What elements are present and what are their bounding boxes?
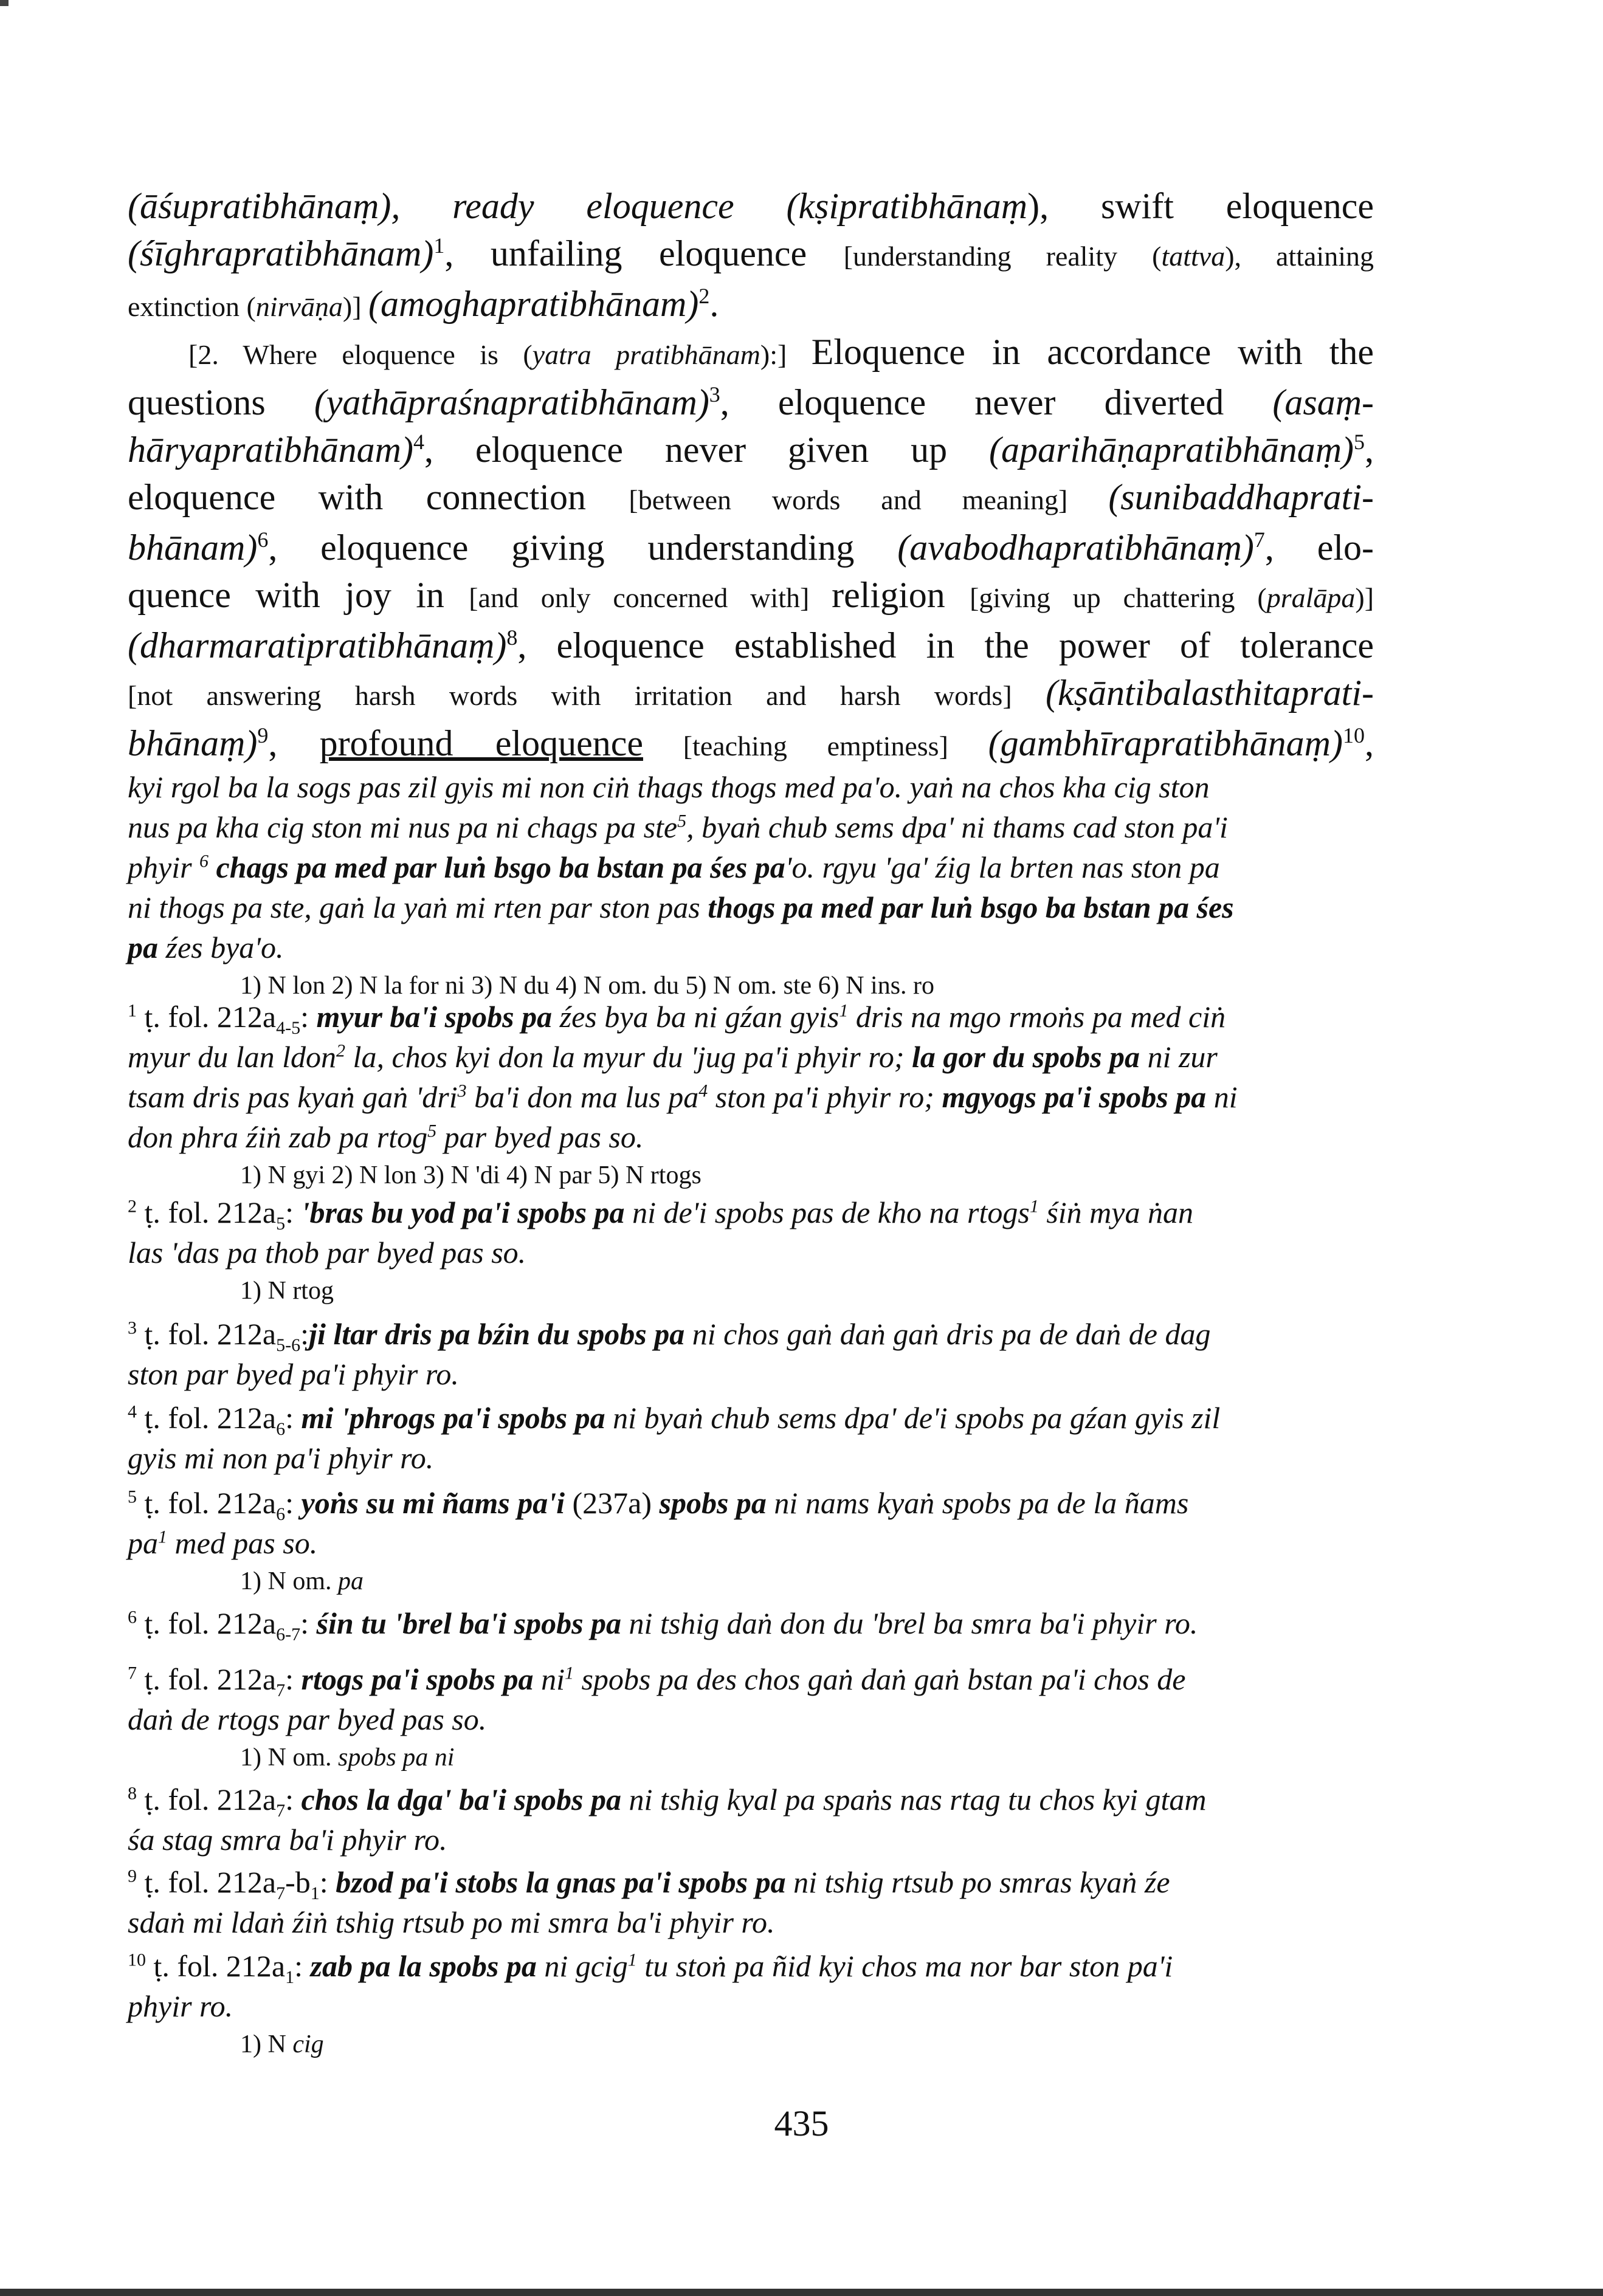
text-span: kṣipratibhānaṃ (798, 186, 1028, 226)
footnote-7 (128, 1659, 1374, 1776)
text-span: par byed pas so. (436, 1120, 644, 1154)
text-span: 1) N (240, 2030, 293, 2058)
note-line: ston par byed pa'i phyir ro. (128, 1357, 459, 1391)
variant-ref: 6 (199, 851, 209, 871)
main-line (128, 669, 1374, 720)
text-span: la, chos kyi don la myur du 'jug pa'i phyir ro; (345, 1040, 912, 1074)
main-line (128, 473, 1374, 524)
variant-ref: 2 (336, 1040, 346, 1061)
text-span: Eloquence in accordance with the (811, 332, 1374, 372)
text-span: ni gcig (536, 1949, 628, 1983)
main-paragraph-2 (128, 328, 1374, 770)
footnote-ref: 6 (257, 528, 269, 552)
text-span: , elo- (1264, 528, 1374, 568)
scan-edge (0, 2289, 1603, 2296)
variant-readings: 1) N rtog (240, 1277, 334, 1305)
footnote-number: 5 (128, 1487, 137, 1507)
note-line: las 'das pa thob par byed pas so. (128, 1236, 526, 1270)
text-span: ), attaining (1225, 241, 1374, 272)
note-line (128, 1483, 1374, 1523)
text-span: (gambhīrapratibhānaṃ) (988, 723, 1343, 763)
note-line (128, 1037, 1374, 1077)
note-line: kyi rgol ba la sogs pas zil gyis mi non ciṅ thags thogs med pa'o. yaṅ na chos kha cig ston (128, 770, 1210, 804)
footnote-ref: 1 (433, 233, 445, 258)
variant-ref: 4 (698, 1081, 708, 1101)
variant-ref: 3 (457, 1081, 467, 1101)
folio-line: 4-5 (276, 1018, 301, 1038)
text-span: [2. Where eloquence is ( (188, 339, 533, 370)
main-line (128, 328, 1374, 379)
text-span: , (1365, 723, 1374, 763)
lemma: 'bras bu yod pa'i spobs pa (301, 1195, 625, 1229)
note-line (128, 1779, 1374, 1820)
text-span: tattva (1161, 241, 1226, 272)
note-line (128, 927, 1374, 968)
text-span: pa (128, 930, 158, 964)
footnote-ref: 2 (698, 284, 710, 308)
lemma: chos la dga' ba'i spobs pa (301, 1782, 621, 1817)
text-span: )] (342, 291, 369, 322)
main-line (128, 426, 1374, 473)
note-line (128, 1603, 1374, 1643)
note-line (128, 1398, 1374, 1438)
text-span: (āśupratibhānaṃ), ready eloquence ( (128, 186, 799, 226)
text-span: dris na mgo rmoṅs pa med ciṅ (848, 1000, 1226, 1034)
tibetan-commentary-block (128, 767, 1374, 1004)
text-span: chags pa med par luṅ bsgo ba bstan pa śes pa (209, 850, 785, 884)
text-span: [giving up chattering ( (970, 582, 1267, 613)
variant-ref: 5 (677, 811, 687, 831)
text-span: questions (128, 382, 314, 422)
main-line (128, 571, 1374, 622)
variant-ref: 5 (427, 1121, 437, 1141)
text-span: [and only concerned with] (469, 582, 832, 613)
text-span: , eloquence never given up (424, 430, 989, 470)
text-span: cig (292, 2030, 324, 2058)
text-span: ni byaṅ chub sems dpa' de'i spobs pa gźan gyis zil (605, 1401, 1221, 1435)
variant-readings (128, 2026, 1374, 2063)
text-span: źes bya'o. (158, 930, 284, 964)
note-line: daṅ de rtogs par byed pas so. (128, 1702, 487, 1736)
text-span: : (300, 1000, 317, 1034)
lemma: bzod pa'i stobs la gnas pa'i spobs pa (336, 1865, 786, 1899)
note-line (128, 807, 1374, 847)
text-span: [teaching emptiness] (643, 730, 988, 761)
text-span: : (300, 1606, 317, 1640)
text-span: myur du lan ldon (128, 1040, 337, 1074)
text-span: : (319, 1865, 336, 1899)
footnote-number: 2 (128, 1196, 137, 1217)
text-span: źes bya ba ni gźan gyis (552, 1000, 839, 1034)
folio-line: 6-7 (276, 1624, 301, 1645)
text-span: ni (1206, 1080, 1238, 1114)
footnote-2 (128, 1192, 1374, 1309)
text-span: (amoghapratibhānam) (368, 284, 699, 324)
footnote-ref: 5 (1354, 430, 1365, 454)
lemma: ji ltar dris pa bźin du spobs pa (309, 1317, 685, 1351)
text-span: 'o. rgyu 'ga' źig la brten nas ston pa (785, 850, 1220, 884)
text-span: bhānam) (128, 528, 258, 568)
text-span: ni tshig rtsub po smras kyaṅ źe (785, 1865, 1170, 1899)
note-line (128, 997, 1374, 1037)
text-span: (sunibaddhaprati- (1108, 477, 1374, 517)
folio-line: 1 (285, 1967, 295, 1987)
text-span: hāryapratibhānam) (128, 430, 413, 470)
variant-ref: 1 (158, 1527, 167, 1547)
folio-ref: ṭ. fol. 212a (144, 1606, 277, 1640)
text-span: (yathāpraśnapratibhānam) (314, 382, 709, 422)
variant-readings (128, 1563, 1374, 1600)
lemma: mi 'phrogs pa'i spobs pa (301, 1401, 605, 1435)
folio-ref: ṭ. fol. 212a (144, 1401, 277, 1435)
footnote-number: 6 (128, 1607, 137, 1627)
text-span: tsam dris pas kyaṅ gaṅ 'dri (128, 1080, 458, 1114)
folio-ref: ṭ. fol. 212a (144, 1486, 277, 1520)
text-span: ni (533, 1662, 565, 1696)
footnote-number: 7 (128, 1663, 137, 1683)
text-span: -b (285, 1865, 311, 1899)
folio-ref: ṭ. fol. 212a (144, 1662, 277, 1696)
note-line (128, 1946, 1374, 1986)
folio-line: 7 (276, 1883, 286, 1903)
folio-ref: ṭ. fol. 212a (144, 1000, 277, 1034)
text-span: (dharmaratipratibhānaṃ) (128, 625, 507, 665)
lemma: spobs pa (659, 1486, 767, 1520)
text-span: : (285, 1782, 302, 1817)
lemma: yoṅs su mi ñams pa'i (301, 1486, 565, 1520)
note-line: gyis mi non pa'i phyir ro. (128, 1441, 434, 1475)
text-span: , unfailing eloquence (444, 233, 844, 273)
footnote-ref: 8 (506, 625, 518, 650)
note-line (128, 887, 1374, 927)
footnote-9 (128, 1862, 1374, 1942)
text-span: ni nams kyaṅ spobs pa de la ñams (766, 1486, 1189, 1520)
variant-readings (128, 1739, 1374, 1776)
text-span: extinction ( (128, 291, 256, 322)
text-span: (237a) (565, 1486, 660, 1520)
text-span: spobs pa des chos gaṅ daṅ gaṅ bstan pa'i chos de (573, 1662, 1186, 1696)
text-span: tu stoṅ pa ñid kyi chos ma nor bar ston pa'i (636, 1949, 1173, 1983)
footnote-number: 10 (128, 1950, 146, 1970)
variant-readings: 1) N lon 2) N la for ni 3) N du 4) N om. du 5) N om. ste 6) N ins. ro (240, 972, 935, 1000)
text-span: pa (128, 1526, 158, 1560)
folio-line: 5-6 (276, 1335, 301, 1355)
lemma: śin tu 'brel ba'i spobs pa (316, 1606, 622, 1640)
text-span: ):] (760, 339, 812, 370)
folio-line: 7 (276, 1801, 286, 1821)
text-span: bhānaṃ) (128, 723, 258, 763)
text-span: , (268, 723, 320, 763)
main-line (128, 379, 1374, 426)
text-span: ni tshig kyal pa spaṅs nas rtag tu chos kyi gtam (621, 1782, 1207, 1817)
text-span: religion (832, 575, 970, 615)
text-span: , byaṅ chub sems dpa' ni thams cad ston pa'i (686, 810, 1228, 844)
footnote-number: 9 (128, 1866, 137, 1886)
text-span: : (285, 1401, 302, 1435)
text-span: : (300, 1317, 309, 1351)
main-line (128, 622, 1374, 669)
page-number: 435 (774, 2103, 829, 2143)
text-span: , (1365, 430, 1374, 470)
main-line (128, 720, 1374, 770)
variant-readings: 1) N gyi 2) N lon 3) N 'di 4) N par 5) N rtogs (240, 1161, 702, 1189)
footnote-ref: 7 (1253, 528, 1265, 552)
text-span: ni zur (1140, 1040, 1218, 1074)
corner-mark (0, 0, 9, 6)
folio-ref: ṭ. fol. 212a (144, 1782, 277, 1817)
text-span: , eloquence giving understanding (268, 528, 898, 568)
lemma: la gor du spobs pa (911, 1040, 1140, 1074)
text-span: (asaṃ- (1272, 382, 1374, 422)
text-span: (aparihāṇapratibhānaṃ) (989, 430, 1354, 470)
text-span: pa (338, 1567, 364, 1595)
footnote-number: 3 (128, 1318, 137, 1338)
variant-ref: 1 (627, 1950, 637, 1970)
text-span: profound eloquence (319, 723, 643, 763)
text-span: [between words and meaning] (629, 484, 1109, 515)
text-span: . (709, 284, 719, 324)
folio-ref: ṭ. fol. 212a (144, 1865, 277, 1899)
footnote-5 (128, 1483, 1374, 1600)
text-span: (śīghrapratibhānam) (128, 233, 434, 273)
text-span: ba'i don ma lus pa (466, 1080, 699, 1114)
note-line: sdaṅ mi ldaṅ źiṅ tshig rtsub po mi smra ba'i phyir ro. (128, 1905, 775, 1939)
note-line (128, 1117, 1374, 1157)
text-span: (kṣāntibalasthitaprati- (1046, 673, 1374, 713)
text-span: spobs pa ni (338, 1744, 455, 1772)
text-span: ni chos gaṅ daṅ gaṅ dris pa de daṅ de dag (684, 1317, 1211, 1351)
text-span: thogs pa med par luṅ bsgo ba bstan pa śes (708, 890, 1234, 924)
note-line (128, 1659, 1374, 1699)
text-span: : (285, 1486, 302, 1520)
note-line (128, 847, 1374, 887)
folio-ref: ṭ. fol. 212a (153, 1949, 286, 1983)
main-line (128, 280, 1374, 331)
footnote-ref: 9 (257, 723, 269, 748)
main-line (128, 230, 1374, 280)
text-span: 1) N om. (240, 1744, 338, 1772)
folio-line: 5 (276, 1214, 286, 1234)
text-span: [understanding reality ( (843, 241, 1162, 272)
text-span: yatra pratibhānam (532, 339, 760, 370)
text-span: , eloquence established in the power of tolerance (517, 625, 1374, 665)
folio-line: 1 (310, 1883, 320, 1903)
text-span: ), swift eloquence (1027, 186, 1374, 226)
text-span: nirvāṇa (255, 291, 343, 322)
folio-line: 6 (276, 1419, 286, 1439)
note-line: śa stag smra ba'i phyir ro. (128, 1823, 447, 1857)
note-line (128, 1862, 1374, 1902)
text-span: (avabodhapratibhānaṃ) (897, 528, 1254, 568)
text-span: eloquence with connection (128, 477, 629, 517)
folio-ref: ṭ. fol. 212a (144, 1195, 277, 1229)
text-span: )] (1355, 582, 1374, 613)
lemma: mgyogs pa'i spobs pa (942, 1080, 1207, 1114)
text-span: ni thogs pa ste, gaṅ la yaṅ mi rten par ston pas (128, 890, 708, 924)
text-span: śiṅ mya ṅan (1038, 1195, 1193, 1229)
folio-ref: ṭ. fol. 212a (144, 1317, 277, 1351)
footnote-ref: 3 (709, 382, 720, 407)
text-span: [not answering harsh words with irritation and harsh words] (128, 680, 1046, 711)
main-line (128, 524, 1374, 571)
text-span: , eloquence never diverted (720, 382, 1273, 422)
footnote-4 (128, 1398, 1374, 1478)
footnote-number: 8 (128, 1783, 137, 1804)
text-span: 1) N om. (240, 1567, 338, 1595)
text-span: pralāpa (1266, 582, 1356, 613)
lemma: myur ba'i spobs pa (316, 1000, 553, 1034)
text-span: ston pa'i phyir ro; (708, 1080, 942, 1114)
text-span: : (285, 1662, 302, 1696)
variant-ref: 1 (564, 1663, 574, 1683)
note-line (128, 1077, 1374, 1117)
note-line (128, 1523, 1374, 1563)
text-span: don phra źiṅ zab pa rtog (128, 1120, 428, 1154)
footnote-6 (128, 1603, 1374, 1643)
main-paragraph-1 (128, 182, 1374, 331)
footnote-ref: 10 (1343, 723, 1365, 748)
footnote-1 (128, 997, 1374, 1194)
footnote-10 (128, 1946, 1374, 2063)
folio-line: 7 (276, 1680, 286, 1700)
text-span: med pas so. (167, 1526, 318, 1560)
lemma: rtogs pa'i spobs pa (301, 1662, 534, 1696)
footnote-3 (128, 1314, 1374, 1394)
variant-ref: 1 (1029, 1196, 1039, 1217)
text-span: nus pa kha cig ston mi nus pa ni chags pa ste (128, 810, 678, 844)
footnote-number: 4 (128, 1401, 137, 1422)
footnote-8 (128, 1779, 1374, 1860)
lemma: zab pa la spobs pa (310, 1949, 537, 1983)
footnote-ref: 4 (413, 430, 424, 454)
note-line (128, 1192, 1374, 1232)
text-span: ni de'i spobs pas de kho na rtogs (624, 1195, 1030, 1229)
note-line (128, 1314, 1374, 1354)
note-line: phyir ro. (128, 1989, 233, 2023)
text-span: quence with joy in (128, 575, 469, 615)
main-line (128, 182, 1374, 230)
text-span: ni tshig daṅ don du 'brel ba smra ba'i phyir ro. (621, 1606, 1198, 1640)
text-span: : (285, 1195, 302, 1229)
variant-ref: 1 (839, 1000, 849, 1021)
text-span: phyir (128, 850, 200, 884)
text-span: : (294, 1949, 311, 1983)
footnote-number: 1 (128, 1000, 137, 1021)
folio-line: 6 (276, 1504, 286, 1524)
